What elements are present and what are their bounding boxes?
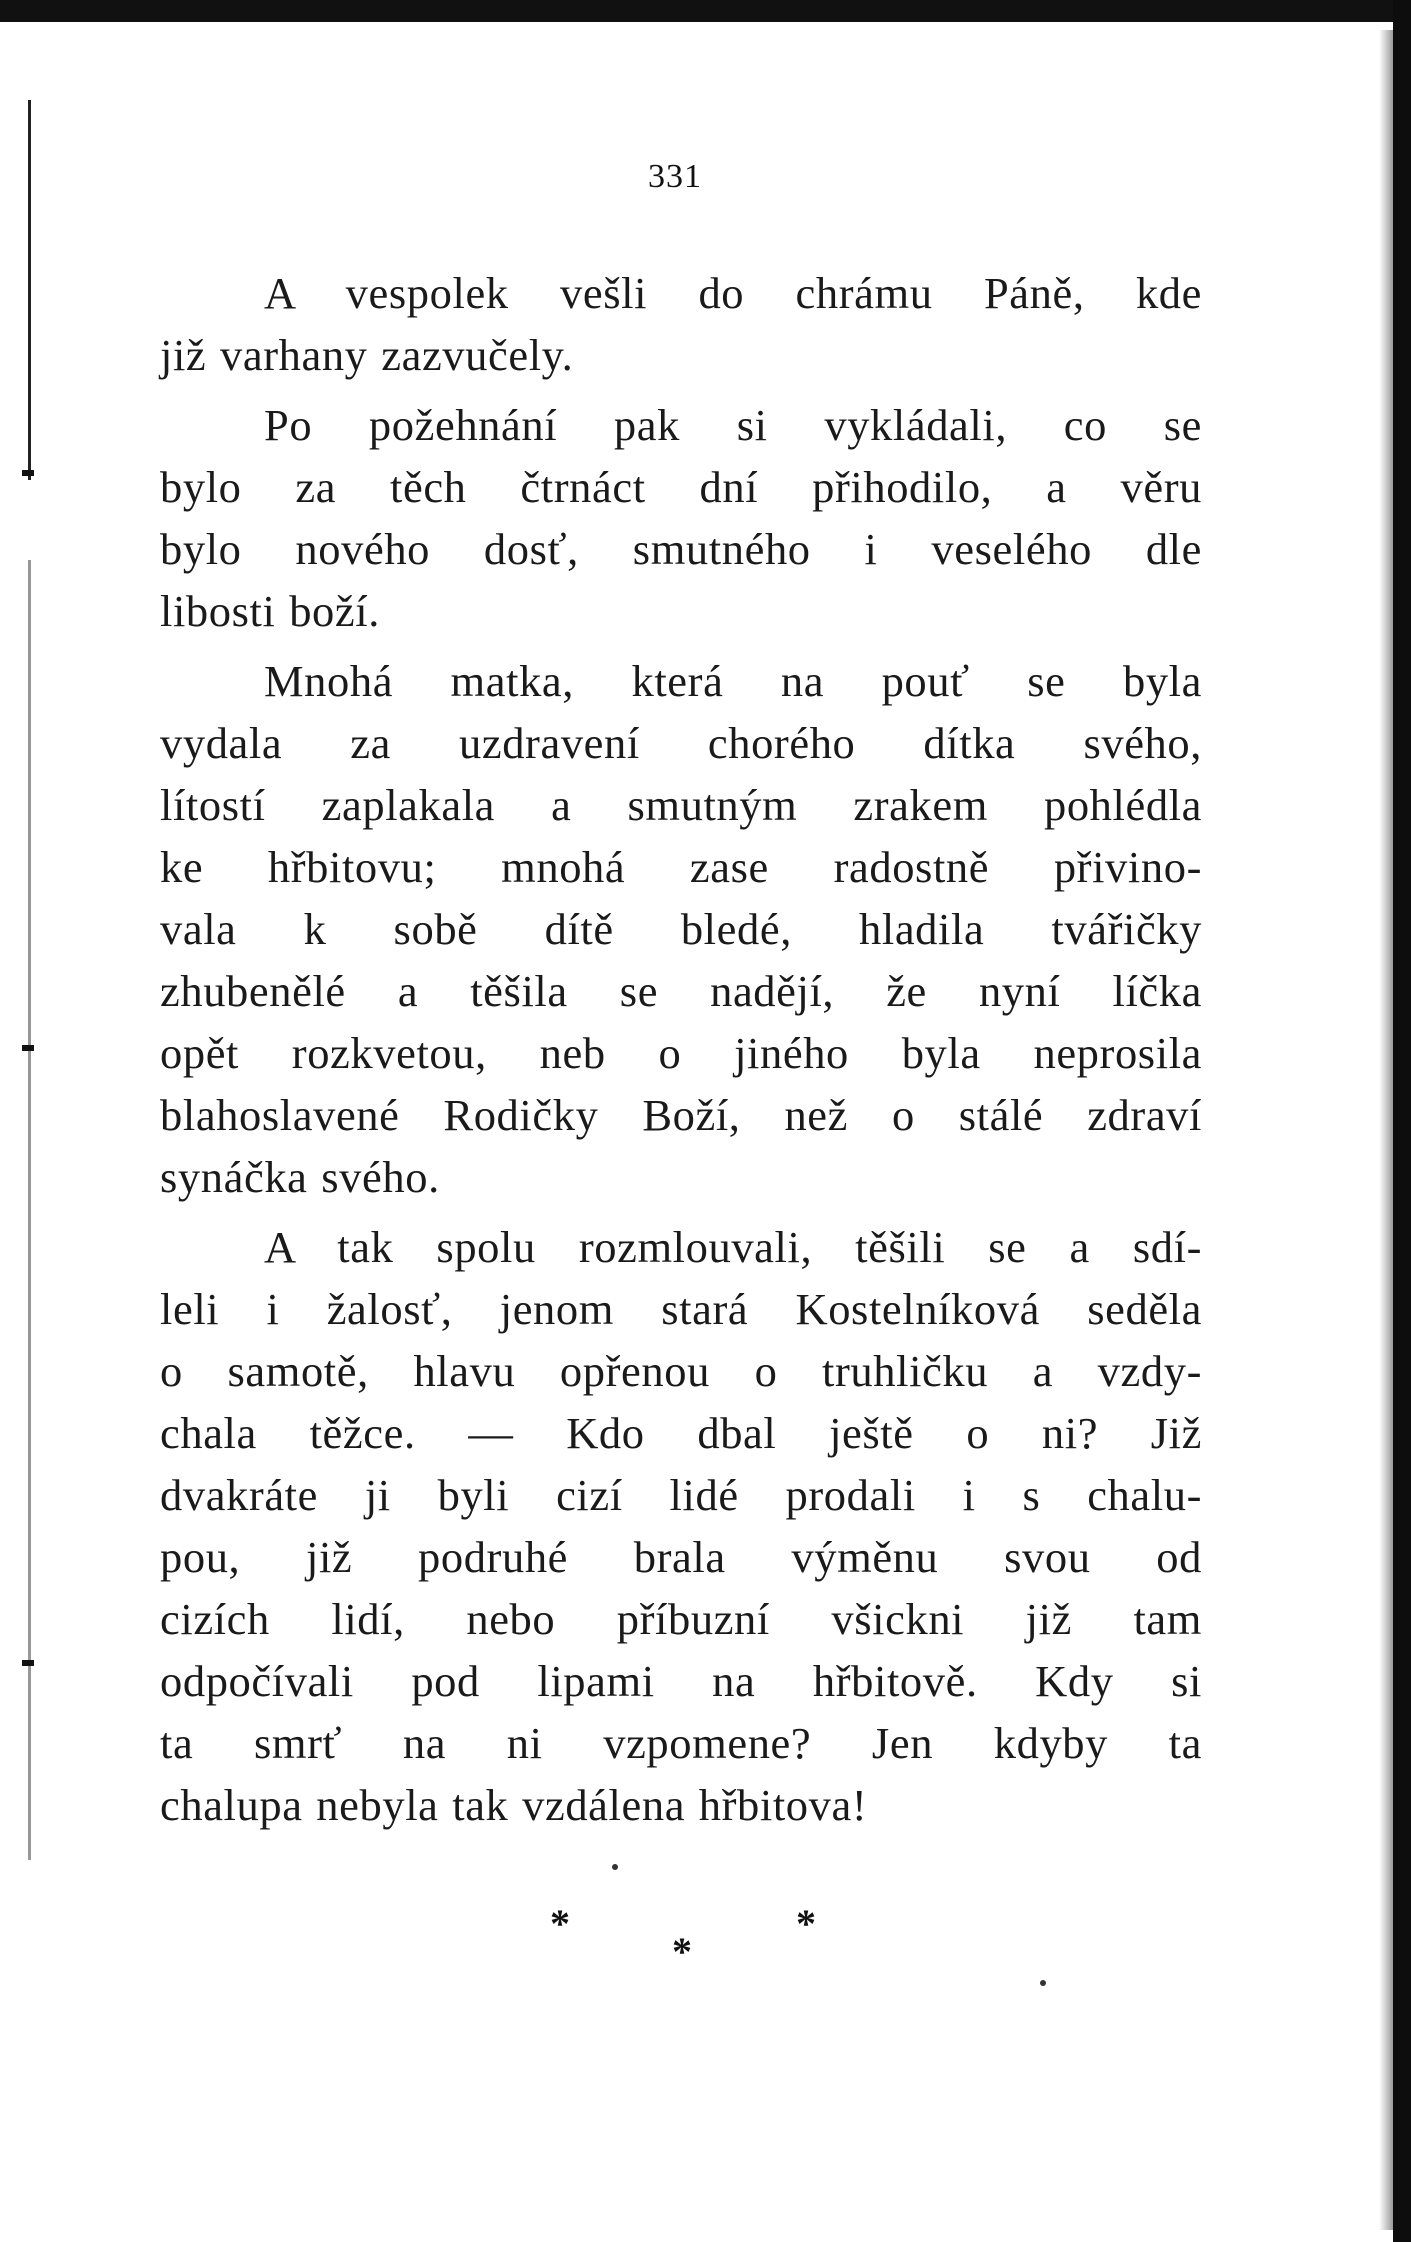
text-line: libosti boží. xyxy=(160,586,380,636)
text-line: odpočívali pod lipami na hřbitově. Kdy si xyxy=(160,1656,1202,1706)
text-line: synáčka svého. xyxy=(160,1152,440,1202)
text-line: Po požehnání pak si vykládali, co se xyxy=(264,400,1202,450)
text-line: vala k sobě dítě bledé, hladila tvářičky xyxy=(160,904,1202,954)
text-line: chala těžce. — Kdo dbal ještě o ni? Již xyxy=(160,1408,1202,1458)
section-break-ornament xyxy=(0,1900,1411,2020)
text-line: již varhany zazvučely. xyxy=(160,330,574,380)
text-line: cizích lidí, nebo příbuzní všickni již tam xyxy=(160,1594,1202,1644)
scan-margin-mark xyxy=(22,470,34,476)
text-line: leli i žalosť, jenom stará Kostelníková seděla xyxy=(160,1284,1202,1334)
text-line: o samotě, hlavu opřenou o truhličku a vzdy- xyxy=(160,1346,1202,1396)
ink-speck xyxy=(612,1864,618,1870)
asterisk-right: * xyxy=(796,1901,816,1946)
paragraph-1 xyxy=(160,262,1202,386)
scan-left-margin-line xyxy=(28,100,31,480)
text-line: pou, již podruhé brala výměnu svou od xyxy=(160,1532,1202,1582)
text-line: zhubenělé a těšila se nadějí, že nyní líčka xyxy=(160,966,1202,1016)
text-line: ta smrť na ni vzpomene? Jen kdyby ta xyxy=(160,1718,1202,1768)
text-line: A tak spolu rozmlouvali, těšili se a sdí- xyxy=(264,1222,1202,1272)
text-line: bylo nového dosť, smutného i veselého dle xyxy=(160,524,1202,574)
page-number: 331 xyxy=(648,158,702,195)
paragraph-3 xyxy=(160,650,1202,1208)
text-line: A vespolek vešli do chrámu Páně, kde xyxy=(264,268,1202,318)
asterisk-left: * xyxy=(550,1901,570,1946)
scan-margin-mark xyxy=(22,1045,34,1051)
scan-top-border xyxy=(0,0,1411,22)
scan-margin-mark xyxy=(22,1660,34,1666)
paragraph-4 xyxy=(160,1216,1202,1836)
text-line: lítostí zaplakala a smutným zrakem pohlédla xyxy=(160,780,1202,830)
asterisk-center: * xyxy=(672,1929,692,1974)
text-line: Mnohá matka, která na pouť se byla xyxy=(264,656,1202,706)
text-line: dvakráte ji byli cizí lidé prodali i s chalu- xyxy=(160,1470,1202,1520)
text-line: vydala za uzdravení chorého dítka svého, xyxy=(160,718,1202,768)
paragraph-2 xyxy=(160,394,1202,642)
text-line: blahoslavené Rodičky Boží, než o stálé zdraví xyxy=(160,1090,1202,1140)
ink-speck xyxy=(1040,1980,1046,1986)
text-line: opět rozkvetou, neb o jiného byla neprosila xyxy=(160,1028,1202,1078)
body-text xyxy=(160,262,1202,1844)
text-line: ke hřbitovu; mnohá zase radostně přivino- xyxy=(160,842,1202,892)
text-line: bylo za těch čtrnáct dní přihodilo, a věru xyxy=(160,462,1202,512)
text-line: chalupa nebyla tak vzdálena hřbitova! xyxy=(160,1780,868,1830)
